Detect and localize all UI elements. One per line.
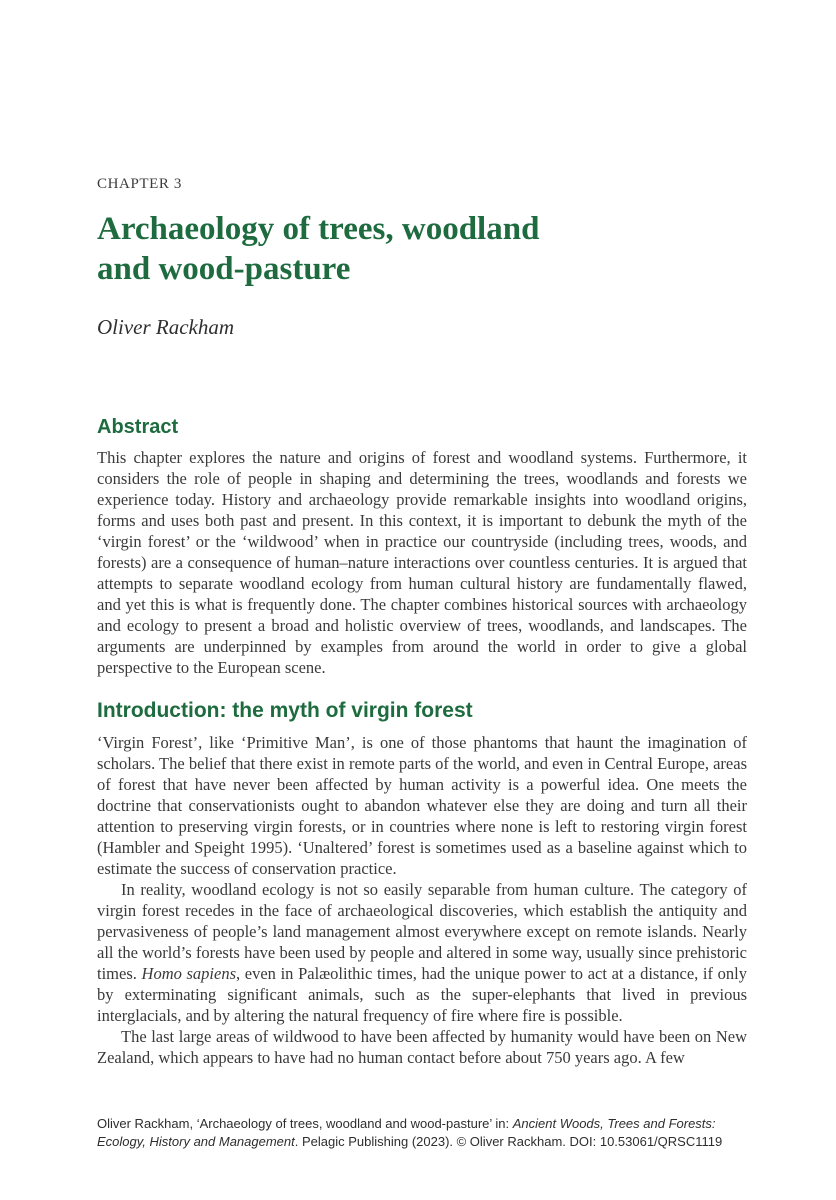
introduction-paragraph-3: [97, 1026, 747, 1068]
abstract-heading: Abstract: [97, 416, 179, 438]
paragraph-text: The last large areas of wildwood to have been affected by humanity would have been on New Zealand, which appears to have had no human contact before about 750 years ago. A few: [97, 1027, 747, 1067]
citation-book-title: Ancient Woods, Trees and Forests: Ecology, History and Management: [97, 1116, 716, 1149]
chapter-title-line-2: and wood-pasture: [97, 251, 351, 287]
abstract-paragraph: This chapter explores the nature and origins of forest and woodland systems. Furthermore, it considers the role of people in shaping and determining the trees, woodlands and forests we experience today. History and archaeology provide remarkable insights into woodland origins, forms and uses both past and present. In this context, it is important to debunk the myth of the ‘virgin forest’ or the ‘wildwood’ when in practice our countryside (including trees, woods, and forests) are a consequence of human–nature interactions over countless centuries. It is argued that attempts to separate woodland ecology from human cultural history are fundamentally flawed, and yet this is what is frequently done. The chapter combines historical sources with archaeology and ecology to present a broad and holistic overview of trees, woodlands, and landscapes. The arguments are underpinned by examples from around the world in order to give a global perspective to the European scene.: [97, 448, 747, 677]
author-name: Oliver Rackham: [97, 315, 235, 339]
chapter-title: [97, 209, 747, 289]
chapter-title-line-1: Archaeology of trees, woodland: [97, 211, 540, 247]
page-content: [0, 176, 836, 1068]
introduction-paragraph-2: [97, 879, 747, 1026]
citation-footer: [97, 1115, 747, 1150]
species-name-italic: Homo sapiens: [141, 964, 237, 983]
paragraph-text: , even in Palæolithic times, had the unique power to act at a distance, if only by exterminating significant animals, such as the super-elephants that lived in previous interglacials, and by altering the natural frequency of fire where fire is possible.: [97, 964, 747, 1025]
citation-text: Oliver Rackham, ‘Archaeology of trees, woodland and wood-pasture’ in:: [97, 1116, 513, 1131]
introduction-heading: Introduction: the myth of virgin forest: [97, 699, 473, 722]
paragraph-text: In reality, woodland ecology is not so easily separable from human culture. The category of virgin forest recedes in the face of archaeological discoveries, which establish the antiquity and pervasiveness of people’s land management almost everywhere except on remote islands. Nearly all the world’s forests have been used by people and altered in some way, usually since prehistoric times.: [97, 880, 747, 983]
introduction-paragraph-1: [97, 732, 747, 879]
paragraph-text: ‘Virgin Forest’, like ‘Primitive Man’, is one of those phantoms that haunt the imagination of scholars. The belief that there exist in remote parts of the world, and even in Central Europe, areas of forest that have never been affected by human activity is a powerful idea. One meets the doctrine that conservationists ought to abandon whatever else they are doing and turn all their attention to preserving virgin forests, or in countries where none is left to restoring virgin forest (Hambler and Speight 1995). ‘Unaltered’ forest is sometimes used as a baseline against which to estimate the success of conservation practice.: [97, 733, 747, 878]
citation-text: . Pelagic Publishing (2023). © Oliver Rackham. DOI: 10.53061/QRSC1119: [294, 1133, 723, 1149]
chapter-label: CHAPTER 3: [97, 176, 182, 192]
